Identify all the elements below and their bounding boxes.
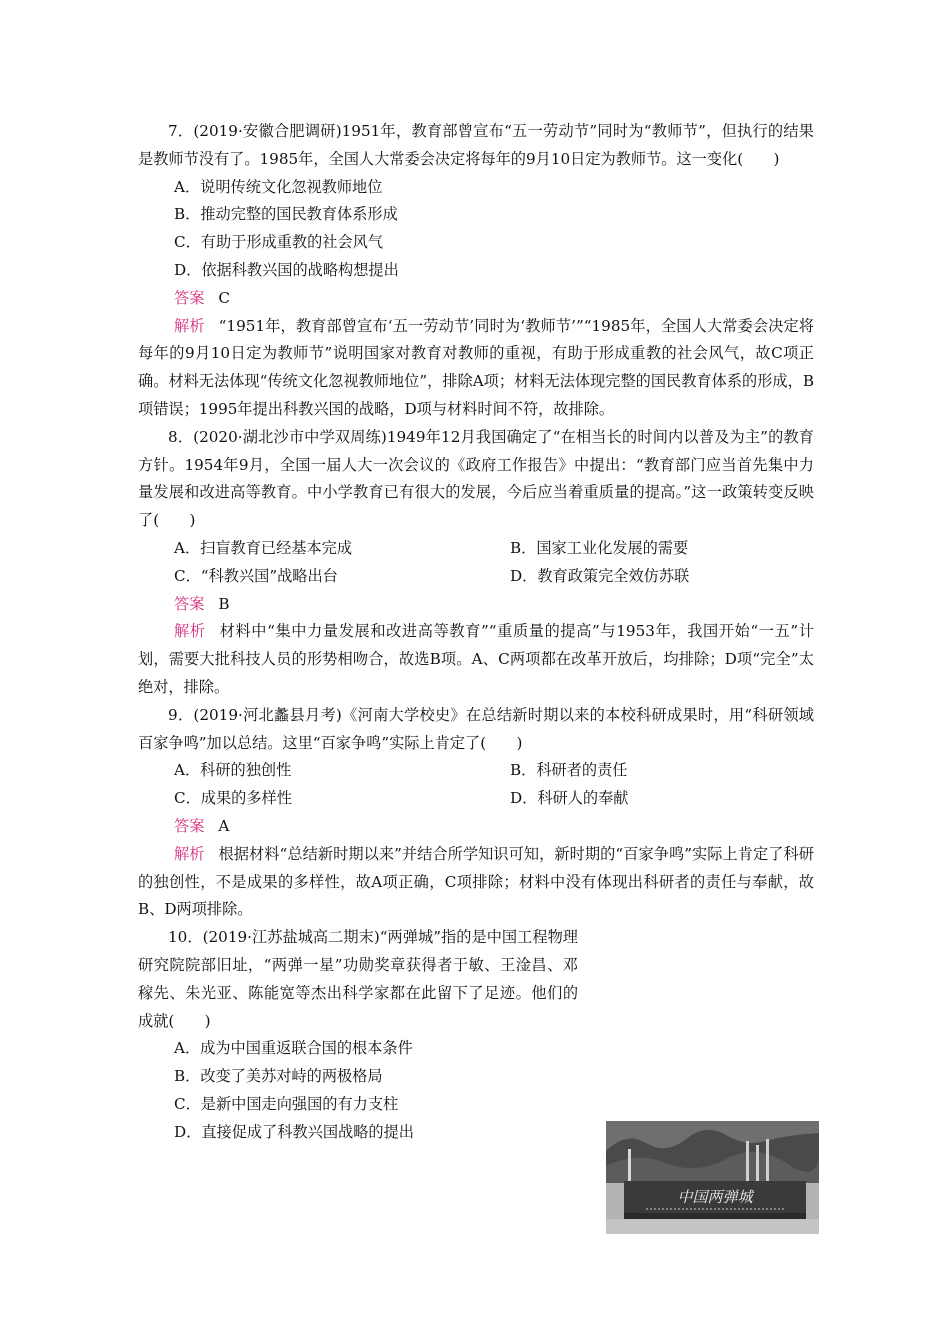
question-9-stem: 9．(2019·河北蠡县月考)《河南大学校史》在总结新时期以来的本校科研成果时，用“科研领域百家争鸣”加以总结。这里“百家争鸣”实际上肯定了( ) bbox=[138, 705, 814, 752]
question-9-answer bbox=[138, 813, 814, 841]
question-9-explanation bbox=[138, 841, 814, 924]
question-10-option-c: C．是新中国走向强国的有力支柱 bbox=[174, 1094, 399, 1113]
question-10-option-a: A．成为中国重返联合国的根本条件 bbox=[174, 1039, 413, 1058]
explanation-label: 解析 bbox=[174, 316, 205, 335]
photo-caption: 中国两弹城 bbox=[677, 1188, 753, 1206]
question-8-explanation bbox=[138, 618, 814, 701]
explanation-text: 材料中“集中力量发展和改进高等教育”“重质量的提高”与1953年，我国开始“一五”计划，需要大批科技人员的形势相吻合，故选B项。A、C两项都在改革开放后，均排除；D项“完全”太绝对，排除。 bbox=[138, 622, 814, 696]
question-7-explanation bbox=[138, 313, 814, 424]
explanation-text: 根据材料“总结新时期以来”并结合所学知识可知，新时期的“百家争鸣”实际上肯定了科研的独创性，不是成果的多样性，故A项正确，C项排除；材料中没有体现出科研者的责任与奉献，故B、D两项排除。 bbox=[138, 844, 814, 919]
question-7-option-d: D．依据科教兴国的战略构想提出 bbox=[174, 260, 399, 279]
question-10-option-d: D．直接促成了科教兴国战略的提出 bbox=[174, 1122, 414, 1141]
question-10-option-b: B．改变了美苏对峙的两极格局 bbox=[174, 1067, 383, 1086]
question-8-answer bbox=[138, 591, 814, 619]
question-8-option-c: C．“科教兴国”战略出台 bbox=[174, 566, 338, 585]
explanation-label: 解析 bbox=[174, 622, 206, 641]
question-8-option-a: A．扫盲教育已经基本完成 bbox=[174, 538, 353, 557]
question-7-option-b: B．推动完整的国民教育体系形成 bbox=[174, 205, 398, 224]
question-9-options bbox=[138, 757, 814, 813]
explanation-label: 解析 bbox=[174, 844, 205, 863]
liangdan-city-photo-image bbox=[606, 1121, 819, 1234]
question-9-option-b: B．科研者的责任 bbox=[510, 761, 628, 780]
question-7-option-c: C．有助于形成重教的社会风气 bbox=[174, 233, 384, 252]
answer-value: C bbox=[218, 288, 230, 307]
question-8-options bbox=[138, 535, 814, 591]
answer-label: 答案 bbox=[174, 594, 205, 613]
explanation-text: “1951年，教育部曾宣布‘五一劳动节’同时为‘教师节’”“1985年，全国人大常委会决定将每年的9月10日定为教师节”说明国家对教育对教师的重视，有助于形成重教的社会风气，故C项正确。材料无法体现“传统文化忽视教师地位”，排除A项；材料无法体现完整的国民教育体系的形成，B项错误；1995年提出科教兴国的战略，D项与材料时间不符，故排除。 bbox=[138, 316, 814, 418]
answer-value: A bbox=[218, 816, 230, 835]
document-body bbox=[138, 118, 814, 1206]
question-10-stem: 10．(2019·江苏盐城高二期末)“两弹城”指的是中国工程物理研究院院部旧址，“两弹一星”功勋奖章获得者于敏、王淦昌、邓稼先、朱光亚、陈能宽等杰出科学家都在此留下了足迹。他们的成就( ) bbox=[138, 928, 578, 1030]
answer-value: B bbox=[218, 594, 230, 613]
question-9-option-a: A．科研的独创性 bbox=[174, 761, 292, 780]
question-9-option-c: C．成果的多样性 bbox=[174, 789, 292, 808]
question-7-option-a: A．说明传统文化忽视教师地位 bbox=[174, 177, 383, 196]
question-7-stem: 7．(2019·安徽合肥调研)1951年，教育部曾宣布“五一劳动节”同时为“教师节”，但执行的结果是教师节没有了。1985年，全国人大常委会决定将每年的9月10日定为教师节。这一变化( ) bbox=[138, 122, 814, 168]
answer-label: 答案 bbox=[174, 816, 205, 835]
question-8-option-b: B．国家工业化发展的需要 bbox=[510, 538, 689, 557]
question-9-option-d: D．科研人的奉献 bbox=[510, 789, 629, 808]
question-8-option-d: D．教育政策完全效仿苏联 bbox=[510, 566, 690, 585]
answer-label: 答案 bbox=[174, 288, 205, 307]
liangdan-city-photo bbox=[606, 1121, 819, 1234]
question-7-answer bbox=[138, 285, 814, 313]
question-8-stem: 8．(2020·湖北沙市中学双周练)1949年12月我国确定了“在相当长的时间内以普及为主”的教育方针。1954年9月，全国一届人大一次会议的《政府工作报告》中提出：“教育部门应当首先集中力量发展和改进高等教育。中小学教育已有很大的发展，今后应当着重质量的提高。”这一政策转变反映了( ) bbox=[138, 427, 814, 530]
